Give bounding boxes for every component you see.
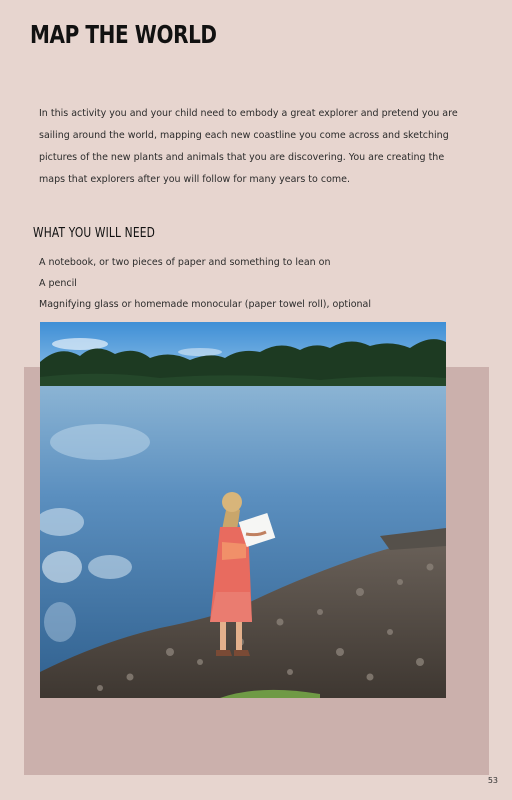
- needs-item-magnifier: Magnifying glass or homemade monocular (paper towel roll), optional: [39, 299, 372, 310]
- lake-photo: [40, 322, 446, 698]
- page-title: MAP THE WORLD: [30, 20, 217, 49]
- needs-item-notebook: A notebook, or two pieces of paper and something to lean on: [39, 257, 331, 268]
- needs-item-pencil: A pencil: [39, 278, 77, 289]
- needs-list: [39, 252, 459, 315]
- page-number: 53: [487, 776, 498, 785]
- needs-heading: WHAT YOU WILL NEED: [33, 226, 155, 241]
- intro-paragraph: In this activity you and your child need to embody a great explorer and pretend you are sailing around the world, mapping each new coastline you come across and sketching pictures of the new plants and animals that you are discovering. You are creating the maps that explorers after you will follow for many years to come.: [39, 108, 458, 185]
